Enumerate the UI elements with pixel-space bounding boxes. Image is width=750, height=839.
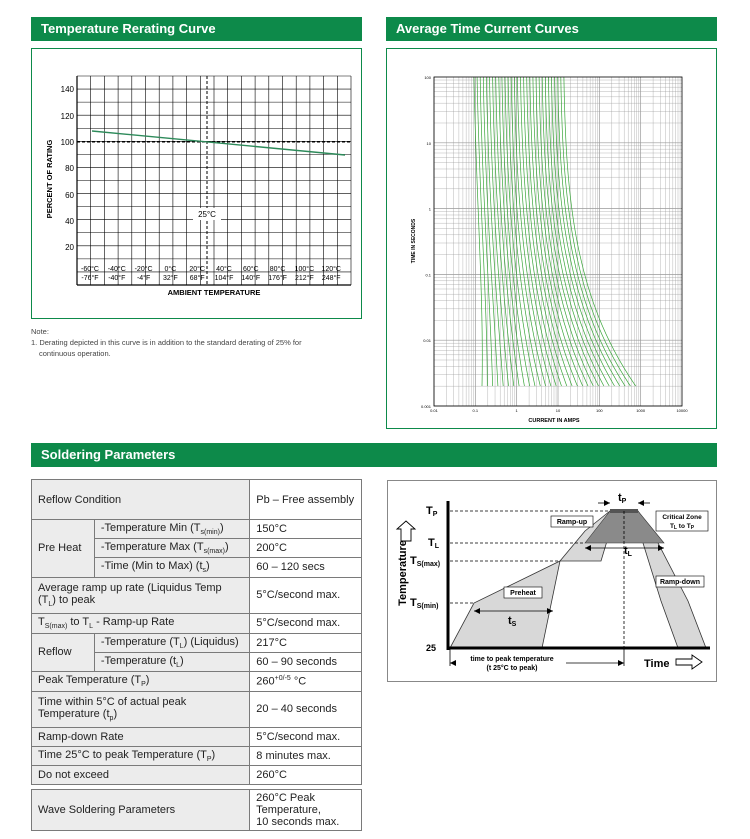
time-25c-value: 8 minutes max. bbox=[250, 746, 362, 765]
table-row bbox=[32, 613, 362, 633]
table-row bbox=[32, 577, 362, 613]
label-critical-range: TL to TP bbox=[669, 523, 695, 531]
label-peak-note-2: (t 25°C to peak) bbox=[486, 665, 538, 672]
label-critical-zone: Critical Zone bbox=[662, 514, 702, 521]
derating-y-tick: 40 bbox=[65, 217, 74, 226]
label-x-axis: Time bbox=[644, 658, 670, 670]
derating-y-tick: 20 bbox=[65, 243, 74, 252]
derating-y-tick: 100 bbox=[60, 138, 74, 147]
do-not-exceed-label: Do not exceed bbox=[32, 766, 250, 785]
tc-y-tick: 0.1 bbox=[425, 272, 431, 278]
wave-soldering-label: Wave Soldering Parameters bbox=[32, 790, 250, 831]
tc-curve bbox=[539, 77, 593, 386]
derating-x-tick-c: 20°C bbox=[189, 266, 206, 273]
reflow-profile-panel bbox=[387, 480, 717, 682]
derating-note bbox=[31, 326, 362, 359]
label-peak-note-1: time to peak temperature bbox=[470, 656, 554, 663]
derating-x-tick-f: 176°F bbox=[268, 275, 287, 282]
peak-temp-label: Peak Temperature $(T_P)$ bbox=[32, 671, 250, 691]
tc-y-tick: 0.01 bbox=[423, 338, 431, 344]
label-ramp-down: Ramp-down bbox=[659, 579, 701, 586]
label-tsmax: TS(max) bbox=[410, 555, 441, 568]
tc-x-tick: 0.01 bbox=[430, 408, 438, 413]
ts-max-value: 200°C bbox=[250, 539, 362, 558]
tc-y-tick: 1 bbox=[428, 206, 431, 212]
wave-soldering-value: 260°C Peak Temperature, 10 seconds max. bbox=[250, 790, 362, 831]
derating-y-tick: 140 bbox=[60, 85, 74, 94]
ts-max-label: -Temperature Max $(T_{s(max)})$ bbox=[94, 539, 249, 558]
label-small-ts: tS bbox=[508, 615, 517, 628]
label-tl: TL bbox=[428, 537, 440, 550]
ramp-up-value: 5°C/second max. bbox=[250, 577, 362, 613]
derating-x-tick-f: 140°F bbox=[241, 275, 261, 282]
derating-xlabel: AMBIENT TEMPERATURE bbox=[167, 288, 261, 297]
tl-value: 217°C bbox=[250, 633, 362, 652]
ts-time-label: -Time (Min to Max) $(t_s)$ bbox=[94, 558, 249, 577]
ramp-down-value: 5°C/second max. bbox=[250, 727, 362, 746]
derating-header: Temperature Rerating Curve bbox=[31, 17, 362, 41]
ramp-down-label: Ramp-down Rate bbox=[32, 727, 250, 746]
table-row bbox=[32, 746, 362, 765]
tc-x-tick: 100 bbox=[595, 408, 603, 413]
tc-x-tick: 0.1 bbox=[472, 408, 479, 413]
x-axis-arrow-icon bbox=[676, 655, 702, 669]
label-tsmin: TS(min) bbox=[410, 597, 439, 610]
table-row bbox=[32, 790, 362, 831]
label-small-tp: tP bbox=[618, 492, 627, 505]
label-small-tl: tL bbox=[624, 545, 632, 558]
tsmax-tl-label: $T_{S(max)}$ to $T_L$ - Ramp-up Rate bbox=[32, 613, 250, 633]
do-not-exceed-value: 260°C bbox=[250, 766, 362, 785]
derating-x-tick-c: 80°C bbox=[269, 266, 286, 273]
time-current-chart bbox=[387, 49, 718, 430]
label-tp: TP bbox=[426, 505, 438, 518]
table-row bbox=[32, 633, 362, 652]
label-preheat: Preheat bbox=[510, 590, 536, 597]
preheat-label: Pre Heat bbox=[32, 520, 95, 578]
table-row bbox=[32, 766, 362, 785]
table-row bbox=[32, 727, 362, 746]
derating-x-tick-c: 120°C bbox=[321, 266, 341, 273]
reflow-profile-diagram bbox=[388, 481, 718, 683]
tc-x-tick: 10 bbox=[555, 408, 561, 413]
time-25c-label: Time 25°C to peak Temperature $(T_P)$ bbox=[32, 746, 250, 765]
time-current-header: Average Time Current Curves bbox=[386, 17, 717, 41]
tc-x-tick: 1000 bbox=[636, 408, 646, 413]
derating-x-tick-c: 60°C bbox=[242, 266, 259, 273]
derating-curve bbox=[92, 131, 345, 155]
table-row bbox=[32, 691, 362, 727]
derating-x-tick-f: 68°F bbox=[189, 275, 205, 282]
within-5c-value: 20 – 40 seconds bbox=[250, 691, 362, 727]
label-25: 25 bbox=[426, 643, 437, 653]
derating-x-tick-f: 104°F bbox=[214, 275, 234, 282]
tc-x-tick: 1 bbox=[515, 408, 518, 413]
table-row bbox=[32, 480, 362, 520]
derating-chart bbox=[32, 49, 363, 320]
derating-ylabel: PERCENT OF RATING bbox=[45, 139, 54, 219]
derating-x-tick-f: -40°F bbox=[108, 275, 126, 282]
t-l-label: -Temperature $(t_L)$ bbox=[94, 652, 249, 671]
ts-time-value: 60 – 120 secs bbox=[250, 558, 362, 577]
note-line-2: continuous operation. bbox=[39, 349, 111, 358]
soldering-header: Soldering Parameters bbox=[31, 443, 717, 467]
tc-y-tick: 10 bbox=[426, 140, 431, 146]
tc-x-tick: 10000 bbox=[676, 408, 688, 413]
derating-x-tick-f: -76°F bbox=[81, 275, 99, 282]
derating-x-tick-c: -20°C bbox=[134, 266, 153, 273]
ts-min-label: -Temperature Min $(T_{s(min)})$ bbox=[94, 520, 249, 539]
within-5c-label: Time within 5°C of actual peak Temperature $(t_p)$ bbox=[32, 691, 250, 727]
derating-chart-panel bbox=[31, 48, 362, 319]
note-line-1: 1. Derating depicted in this curve is in addition to the standard derating of 25% for bbox=[31, 338, 302, 347]
derating-x-tick-c: -60°C bbox=[81, 266, 99, 273]
marker-25c-label: 25°C bbox=[198, 210, 216, 219]
tsmax-tl-value: 5°C/second max. bbox=[250, 613, 362, 633]
reflow-label: Reflow bbox=[32, 633, 95, 671]
derating-x-tick-c: 100°C bbox=[294, 266, 315, 273]
ramp-up-label: Average ramp up rate (Liquidus Temp $(T_L)$ to peak bbox=[32, 577, 250, 613]
derating-y-tick: 120 bbox=[60, 112, 74, 121]
preheat-zone-shape bbox=[450, 561, 560, 648]
label-ramp-up: Ramp-up bbox=[556, 519, 588, 526]
derating-x-tick-c: -40°C bbox=[107, 266, 126, 273]
y-axis-arrow-icon bbox=[397, 521, 415, 541]
label-y-axis: Temperature bbox=[397, 540, 409, 606]
soldering-table bbox=[31, 479, 362, 785]
derating-x-tick-f: 248°F bbox=[321, 275, 341, 282]
tl-label: -Temperature $(T_L)$ (Liquidus) bbox=[94, 633, 249, 652]
derating-x-tick-f: 32°F bbox=[162, 275, 178, 282]
time-current-chart-panel bbox=[386, 48, 717, 429]
tc-ylabel: TIME IN SECONDS bbox=[411, 218, 417, 264]
wave-soldering-table bbox=[31, 789, 362, 831]
reflow-condition-value: Pb – Free assembly bbox=[250, 480, 362, 520]
derating-y-tick: 60 bbox=[65, 191, 74, 200]
derating-x-tick-f: 212°F bbox=[295, 275, 314, 282]
table-row bbox=[32, 520, 362, 539]
tc-curve bbox=[517, 77, 556, 386]
derating-x-tick-c: 0°C bbox=[164, 266, 177, 273]
ts-min-value: 150°C bbox=[250, 520, 362, 539]
tc-y-tick: 0.001 bbox=[420, 404, 431, 409]
derating-x-tick-f: -4°F bbox=[136, 275, 151, 282]
note-title: Note: bbox=[31, 327, 49, 336]
t-l-value: 60 – 90 seconds bbox=[250, 652, 362, 671]
peak-temp-value: $260^{+0/-5}$ °C bbox=[250, 671, 362, 691]
derating-y-tick: 80 bbox=[65, 164, 74, 173]
derating-x-tick-c: 40°C bbox=[216, 266, 232, 273]
tc-y-tick: 100 bbox=[424, 75, 431, 80]
reflow-condition-label: Reflow Condition bbox=[32, 480, 250, 520]
table-row bbox=[32, 671, 362, 691]
tc-xlabel: CURRENT IN AMPS bbox=[528, 418, 580, 424]
